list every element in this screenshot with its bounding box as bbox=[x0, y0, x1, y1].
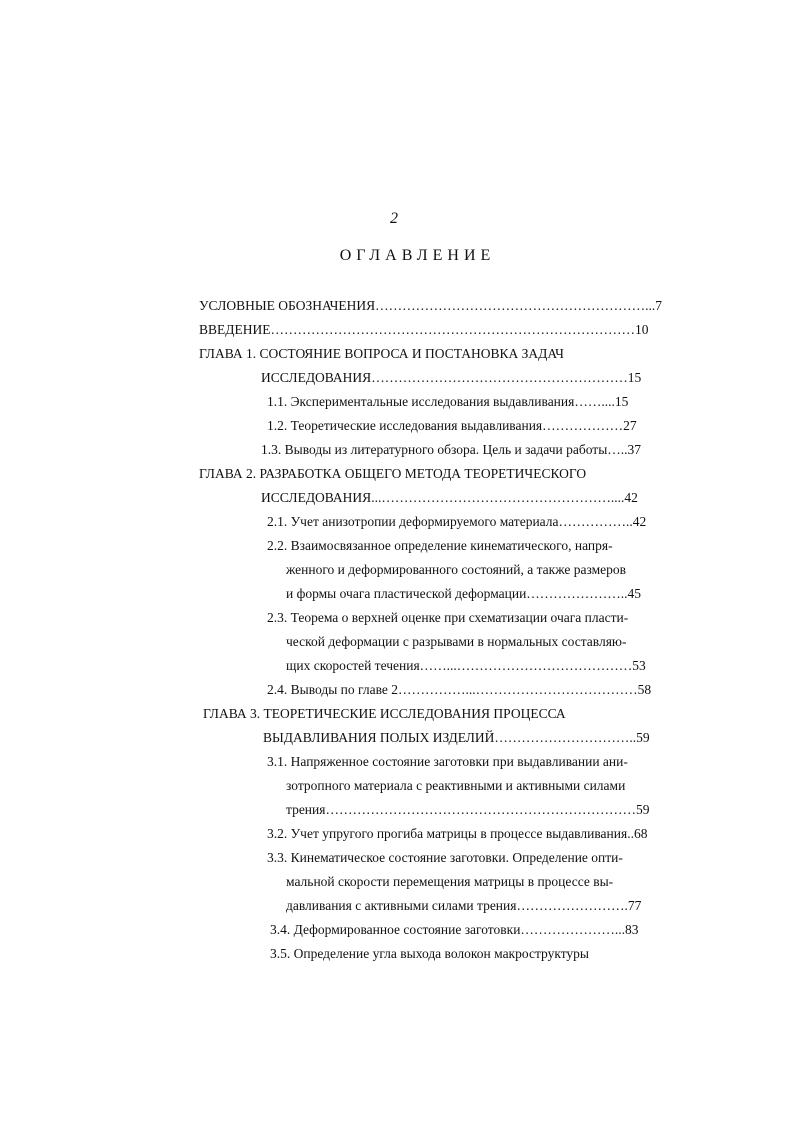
toc-entry: мальной скорости перемещения матрицы в процессе вы- bbox=[286, 874, 614, 889]
toc-entry: и формы очага пластической деформации…………………..45 bbox=[286, 586, 642, 601]
toc-entry: 3.5. Определение угла выхода волокон макроструктуры bbox=[270, 946, 590, 961]
toc-entry: 2.3. Теорема о верхней оценке при схематизации очага пласти- bbox=[267, 610, 629, 625]
toc-entry: 1.1. Экспериментальные исследования выдавливания……....15 bbox=[267, 394, 629, 409]
toc-entry: щих скоростей течения……...…………………………………53 bbox=[286, 658, 646, 673]
toc-entry: 1.2. Теоретические исследования выдавливания………………27 bbox=[267, 418, 637, 433]
toc-entry: зотропного материала с реактивными и активными силами bbox=[286, 778, 626, 793]
toc-entry: 2.1. Учет анизотропии деформируемого материала……………..42 bbox=[267, 514, 647, 529]
toc-title: ОГЛАВЛЕНИЕ bbox=[339, 247, 496, 264]
toc-entry: 2.4. Выводы по главе 2……………...………………………………58 bbox=[267, 682, 652, 697]
toc-entry: ГЛАВА 3. ТЕОРЕТИЧЕСКИЕ ИССЛЕДОВАНИЯ ПРОЦЕССА bbox=[203, 706, 566, 721]
toc-entry: давливания с активными силами трения…………………….77 bbox=[286, 898, 642, 913]
toc-entry: 3.1. Напряженное состояние заготовки при выдавливании ани- bbox=[267, 754, 628, 769]
toc-entry: УСЛОВНЫЕ ОБОЗНАЧЕНИЯ……………………………………………………...7 bbox=[199, 298, 663, 313]
toc-entry: ГЛАВА 2. РАЗРАБОТКА ОБЩЕГО МЕТОДА ТЕОРЕТИЧЕСКОГО bbox=[199, 466, 587, 481]
toc-entry: трения……………………………………………………………59 bbox=[286, 802, 650, 817]
toc-entry: ВВЕДЕНИЕ………………………………………………………………………10 bbox=[199, 322, 649, 337]
toc-entry: женного и деформированного состояний, а также размеров bbox=[286, 562, 627, 577]
toc-entry: ИССЛЕДОВАНИЯ...……………………………………………....42 bbox=[261, 490, 638, 505]
toc-entry: 3.3. Кинематическое состояние заготовки. Определение опти- bbox=[267, 850, 623, 865]
page-number: 2 bbox=[390, 210, 398, 227]
toc-entry: 1.3. Выводы из литературного обзора. Цель и задачи работы…..37 bbox=[261, 442, 642, 457]
toc-entry: ГЛАВА 1. СОСТОЯНИЕ ВОПРОСА И ПОСТАНОВКА ЗАДАЧ bbox=[199, 346, 564, 361]
toc-entry: 3.4. Деформированное состояние заготовки…………………...83 bbox=[270, 922, 639, 937]
toc-entry: 3.2. Учет упругого прогиба матрицы в процессе выдавливания..68 bbox=[267, 826, 648, 841]
toc-entry: ВЫДАВЛИВАНИЯ ПОЛЫХ ИЗДЕЛИЙ…………………………..59 bbox=[263, 730, 650, 745]
toc-entry: ческой деформации с разрывами в нормальных составляю- bbox=[286, 634, 627, 649]
toc-entry: ИССЛЕДОВАНИЯ…………………………………………………15 bbox=[261, 370, 642, 385]
toc-entry: 2.2. Взаимосвязанное определение кинематического, напря- bbox=[267, 538, 613, 553]
